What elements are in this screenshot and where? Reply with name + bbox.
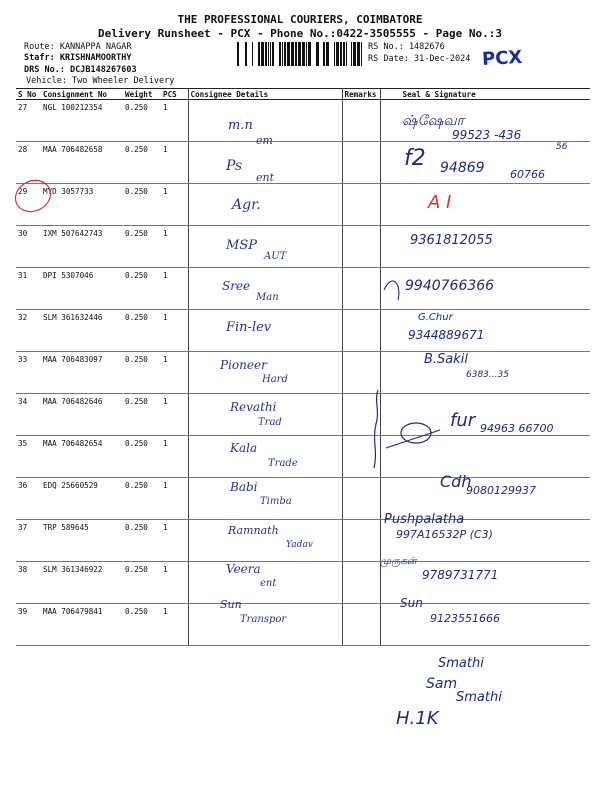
signature-mark: B.Sakil (424, 352, 469, 367)
signature-mark: Pushpalatha (384, 512, 465, 527)
handwriting-consignee: MSP (226, 238, 257, 253)
cell-consignment: SLM 361346922 (41, 562, 123, 604)
red-circle-mark (10, 175, 55, 217)
handwriting-consignee: em (256, 134, 273, 147)
cell-sno: 39 (16, 604, 41, 646)
col-header-pcs: PCS (161, 89, 188, 100)
cell-sno: 29 (16, 184, 41, 226)
cell-sno: 36 (16, 478, 41, 520)
cell-weight: 0.250 (123, 604, 161, 646)
cell-consignment: SLM 361632446 (41, 310, 123, 352)
handwriting-phone: 9940766366 (405, 278, 495, 294)
cell-weight: 0.250 (123, 310, 161, 352)
cell-sno: 28 (16, 142, 41, 184)
handwriting-phone: 9080129937 (466, 484, 536, 497)
handwriting-consignee: Ramnath (228, 524, 279, 537)
cell-consignment: TRP 589645 (41, 520, 123, 562)
signature-mark: Sun (400, 596, 423, 610)
col-header-signature: Seal & Signature (380, 89, 590, 100)
handwriting-phone: 997A16532P (C3) (396, 528, 493, 541)
cell-pcs: 1 (161, 562, 188, 604)
footer-signature: Smathi (438, 656, 484, 671)
cell-pcs: 1 (161, 100, 188, 142)
handwriting-phone: 94963 66700 (480, 422, 554, 435)
handwriting-consignee: Trade (268, 458, 298, 469)
cell-pcs: 1 (161, 478, 188, 520)
cell-weight: 0.250 (123, 100, 161, 142)
cell-consignment: MAA 706482646 (41, 394, 123, 436)
cell-consignment: NGL 100212354 (41, 100, 123, 142)
handwriting-consignee: Agr. (232, 197, 261, 213)
cell-sno: 27 (16, 100, 41, 142)
handwriting-consignee: Sree (222, 279, 251, 293)
handwriting-consignee: AUT (264, 251, 287, 262)
handwriting-phone: 9344889671 (408, 328, 485, 342)
cell-weight: 0.250 (123, 520, 161, 562)
cell-pcs: 1 (161, 520, 188, 562)
pen-loop (384, 281, 399, 300)
cell-consignment: MAA 706483097 (41, 352, 123, 394)
signature-mark: முருகன் (380, 556, 417, 567)
handwriting-consignee: ent (260, 578, 277, 589)
cell-pcs: 1 (161, 310, 188, 352)
handwriting-consignee: Babi (230, 480, 258, 494)
col-header-consignee: Consignee Details (188, 89, 342, 100)
col-header-remarks: Remarks (342, 89, 380, 100)
runsheet-subtitle: Delivery Runsheet - PCX - Phone No.:0422-3505555 - Page No.:3 (98, 27, 502, 40)
handwriting-phone: 99523 -436 (452, 128, 522, 142)
circle-mark (401, 423, 431, 443)
signature-mark-red: A I (428, 192, 452, 213)
cell-sno: 34 (16, 394, 41, 436)
signature-mark: f2 (404, 146, 426, 171)
cell-pcs: 1 (161, 184, 188, 226)
pen-line (386, 430, 440, 448)
handwriting-consignee: Man (256, 292, 279, 303)
col-header-consignment: Consignment No (41, 89, 123, 100)
cell-pcs: 1 (161, 226, 188, 268)
cell-pcs: 1 (161, 268, 188, 310)
handwriting-consignee: Kala (230, 441, 258, 455)
handwriting-phone: 94869 (440, 160, 485, 176)
footer-signature: H.1K (396, 708, 439, 729)
drs-number: DRS No.: DCJB148267603 (24, 65, 137, 75)
cell-weight: 0.250 (123, 478, 161, 520)
footer-signature: Sam (426, 676, 458, 692)
handwriting-consignee: Timba (260, 496, 292, 507)
cell-sno: 30 (16, 226, 41, 268)
cell-consignment: EDQ 25660529 (41, 478, 123, 520)
col-header-sno: S No (16, 89, 41, 100)
pcx-stamp: PCX (481, 46, 523, 71)
cell-consignment: IXM 507642743 (41, 226, 123, 268)
cell-pcs: 1 (161, 142, 188, 184)
cell-sno: 32 (16, 310, 41, 352)
rs-date: RS Date: 31-Dec-2024 (368, 54, 471, 64)
cell-weight: 0.250 (123, 352, 161, 394)
handwriting-phone: 9123551666 (430, 612, 500, 625)
handwriting-phone: 9361812055 (410, 233, 493, 248)
signature-mark: G.Chur (418, 312, 453, 323)
handwriting-phone: 56 (556, 142, 568, 152)
handwriting-phone: 9789731771 (422, 568, 499, 582)
cell-sno: 35 (16, 436, 41, 478)
rs-number: RS No.: 1482676 (368, 42, 445, 52)
cell-consignment: DPI 5307046 (41, 268, 123, 310)
cell-sno: 33 (16, 352, 41, 394)
cell-sno: 31 (16, 268, 41, 310)
bracket-stroke (374, 390, 378, 468)
handwriting-consignee: Fin-lev (226, 320, 272, 335)
signature-mark: Cdh (440, 472, 472, 491)
cell-consignment: MAA 706482658 (41, 142, 123, 184)
cell-weight: 0.250 (123, 184, 161, 226)
handwriting-consignee: Yadav (286, 540, 313, 550)
cell-pcs: 1 (161, 394, 188, 436)
handwriting-phone: 60766 (510, 168, 545, 181)
cell-weight: 0.250 (123, 142, 161, 184)
cell-weight: 0.250 (123, 562, 161, 604)
route-label: Route: KANNAPPA NAGAR (24, 42, 132, 52)
handwriting-consignee: ent (256, 171, 275, 184)
cell-pcs: 1 (161, 436, 188, 478)
col-header-weight: Weight (123, 89, 161, 100)
handwriting-consignee: m.n (228, 118, 253, 133)
handwriting-consignee: Transpor (240, 614, 287, 625)
handwriting-consignee: Revathi (230, 400, 277, 414)
cell-weight: 0.250 (123, 268, 161, 310)
handwriting-consignee: Pioneer (220, 358, 267, 372)
handwriting-consignee: Trad (258, 417, 282, 428)
cell-weight: 0.250 (123, 226, 161, 268)
cell-weight: 0.250 (123, 436, 161, 478)
footer-signature: Smathi (456, 690, 502, 705)
handwriting-consignee: Hard (262, 374, 288, 385)
cell-sno: 38 (16, 562, 41, 604)
signature-mark: ஷ்ஷேவா (402, 113, 464, 129)
cell-pcs: 1 (161, 604, 188, 646)
vehicle-label: Vehicle: Two Wheeler Delivery (26, 76, 175, 86)
signature-mark: fur (450, 410, 476, 431)
cell-sno: 37 (16, 520, 41, 562)
cell-consignment: MYD 3057733 (41, 184, 123, 226)
cell-pcs: 1 (161, 352, 188, 394)
handwriting-consignee: Ps (226, 158, 243, 174)
cell-consignment: MAA 706482654 (41, 436, 123, 478)
cell-consignment: MAA 706479841 (41, 604, 123, 646)
handwriting-consignee: Sun (220, 598, 242, 611)
staff-label: Stafr: KRISHNAMOORTHY (24, 53, 132, 63)
cell-weight: 0.250 (123, 394, 161, 436)
handwriting-phone: 6383...35 (466, 370, 509, 380)
handwriting-consignee: Veera (226, 562, 261, 576)
company-title: THE PROFESSIONAL COURIERS, COIMBATORE (177, 13, 423, 26)
